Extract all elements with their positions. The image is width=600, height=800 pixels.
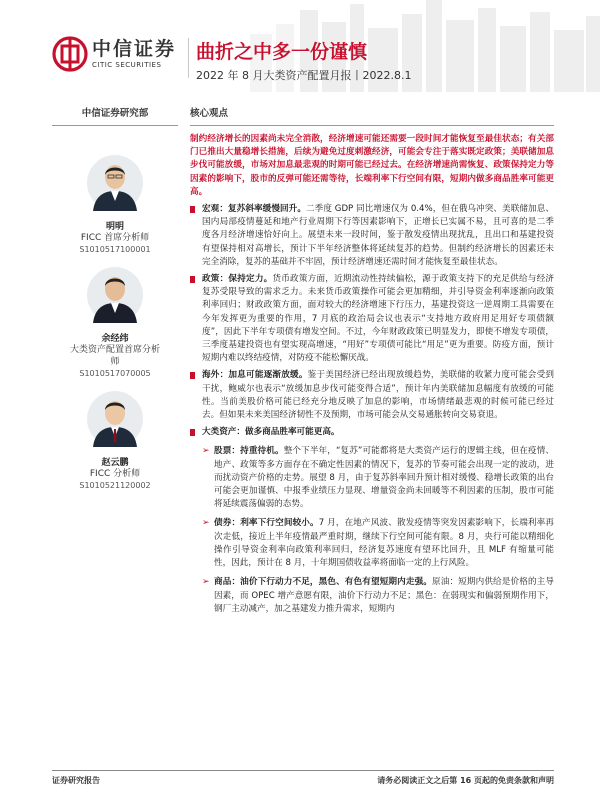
analyst-title: 大类资产配置首席分析师	[70, 345, 161, 367]
sub-item-lead: 股票：持重待机。	[214, 446, 284, 457]
bullet-square-icon	[190, 206, 195, 213]
report-subtitle: 2022 年 8 月大类资产配置月报丨2022.8.1	[196, 69, 412, 82]
disclaimer-link[interactable]: 请务必阅读正文之后第 16 页起的免责条款和声明	[377, 776, 554, 785]
bullet-square-icon	[190, 372, 195, 379]
avatar-icon	[87, 155, 143, 211]
report-header	[0, 0, 600, 92]
analyst-card	[52, 267, 178, 380]
analyst-name: 明明	[105, 222, 124, 232]
sub-item-lead: 商品：油价下行动力不足，黑色、有色有望短期内走强。	[214, 577, 433, 588]
analyst-title: FICC 分析师	[89, 469, 141, 479]
analyst-id: S1010517100001	[79, 245, 151, 254]
header-divider	[188, 38, 189, 78]
logo-en: CITIC SECURITIES	[92, 61, 162, 69]
section-title: 核心观点	[190, 105, 554, 126]
arrow-bullet-icon: ➢	[202, 446, 210, 457]
bullet-square-icon	[190, 276, 195, 283]
item-text: 二季度 GDP 同比增速仅为 0.4%，但在俄乌冲突、美联储加息、国内局部疫情蔓延和地产行业周期下行等因素影响下，正增长已实属不易，且可喜的是二季度各月经济增速恰好向上。展望未来一段时间，鉴于散发疫情出现扰乱，且出口和基建投资有望保持相对高增长，预计下半年经济整体将延续复苏的趋势。但制约经济增长的因素还未完全消除，复苏的基础并不牢固，预计经济增速还需时间才能恢复至最佳状态。	[202, 204, 554, 267]
page-footer	[52, 770, 554, 786]
asset-item-commodities	[190, 576, 554, 616]
sub-item-text: 整个下半年，“复苏”可能都将是大类资产运行的逻辑主线，但在疫情、地产、政策等多方面存在不确定性因素的情况下，复苏的节奏可能会出现一定的波动，进而扰动资产价格的走势。展望 8 月，由于复苏斜率回升预计相对缓慢、稳增长政策的出台可能会更加谨慎、中报季业绩压力显现、增量资金尚未回暖等不利因素的压制，股市可能将延续震荡偏弱的态势。	[214, 446, 554, 510]
logo-cn: 中信证券	[92, 38, 177, 60]
department-label: 中信证券研究部	[52, 105, 178, 126]
analyst-card	[52, 155, 178, 256]
analyst-name: 余经纬	[101, 334, 129, 344]
report-title: 曲折之中多一份谨慎	[196, 41, 368, 63]
arrow-bullet-icon: ➢	[202, 518, 210, 529]
item-lead: 大类资产：做多商品胜率可能更高。	[202, 427, 340, 438]
item-lead: 海外：加息可能逐渐放缓。	[202, 370, 308, 381]
item-lead: 政策：保持定力。	[202, 274, 273, 285]
core-views	[190, 105, 554, 616]
view-item-assets	[190, 426, 554, 439]
citic-logo	[52, 36, 176, 72]
analyst-id: S1010521120002	[79, 481, 151, 490]
view-item-overseas	[190, 369, 554, 422]
analyst-name: 赵云鹏	[101, 458, 129, 468]
sub-item-text: 7 月，在地产风波、散发疫情等突发因素影响下，长端利率再次走低，接近上半年疫情最严重时期，继续下行空间可能有限。8 月，央行可能以精细化操作引导资金利率向政策利率回归，经济复苏速度有望环比回升，且 MLF 有缩量可能性，因此，预计在 8 月，十年期国债收益率将面临一定的上行风险。	[214, 518, 554, 569]
view-item-policy	[190, 273, 554, 365]
view-item-macro	[190, 203, 554, 269]
avatar-icon	[87, 391, 143, 447]
analyst-column	[52, 105, 178, 490]
analyst-id: S1010517070005	[79, 369, 151, 378]
item-lead: 宏观：复苏斜率缓慢回升。	[202, 204, 306, 215]
bullet-square-icon	[190, 429, 195, 436]
arrow-bullet-icon: ➢	[202, 577, 210, 588]
avatar-icon	[87, 267, 143, 323]
analyst-card	[52, 391, 178, 492]
footer-left: 证券研究报告	[52, 776, 100, 785]
analyst-title: FICC 首席分析师	[80, 233, 150, 243]
item-text: 鉴于美国经济已经出现放缓趋势，美联储的收紧力度可能会受到干扰，鲍威尔也表示“放缓加息步伐可能变得合适”，预计年内美联储加息幅度有放缓的可能性。当前美股价格可能已经充分地反映了加息的影响，市场情绪最悲观的时候可能已经过去。但如果未来美国经济韧性不及预期，市场可能会从交易通胀转向交易衰退。	[202, 370, 554, 421]
asset-item-stocks	[190, 445, 554, 511]
citic-emblem-icon	[52, 36, 88, 72]
asset-item-bonds	[190, 517, 554, 570]
sub-item-lead: 债券：利率下行空间较小。	[214, 518, 319, 529]
abstract-summary: 制约经济增长的因素尚未完全消散，经济增速可能还需要一段时间才能恢复至最佳状态；有关部门已推出大量稳增长措施，后续为避免过度刺激经济，可能会专注于落实既定政策；美联储加息步伐可能放缓，市场对加息最悲观的时期可能已经过去。在经济增速尚需恢复、政策保持定力等因素的影响下，股市的反弹可能还需等待，长端利率下行空间有限，短期内做多商品胜率可能更高。	[190, 134, 554, 197]
item-text: 货币政策方面，近期流动性持续偏松，源于政策支持下的充足供给与经济复苏受限导致的需求乏力。未来货币政策操作可能会更加精细，并引导资金利率逐渐向政策利率回归；财政政策方面，面对较大的经济增速下行压力，基建投资这一逆周期工具需要在今年发挥更为重要的作用，7 月底的政治局会议也表示“支持地方政府用足用好专项债额度”，因此下半年专项债有增发空间。不过，今年财政政策已明显发力，即使不增发专项债，三季度基建投资也有望实现高增速，“用好”专项债可能比“用足”更为重要。防疫方面，预计短期内难以终结疫情，对防疫不能松懈厌战。	[202, 274, 554, 364]
sub-item-text: 原油：短期内供给是价格的主导因素，而 OPEC 增产意愿有限，油价下行动力不足；黑色：在弱现实和偏弱预期作用下，钢厂主动减产，加之基建发力推升需求，短期内	[214, 577, 554, 614]
